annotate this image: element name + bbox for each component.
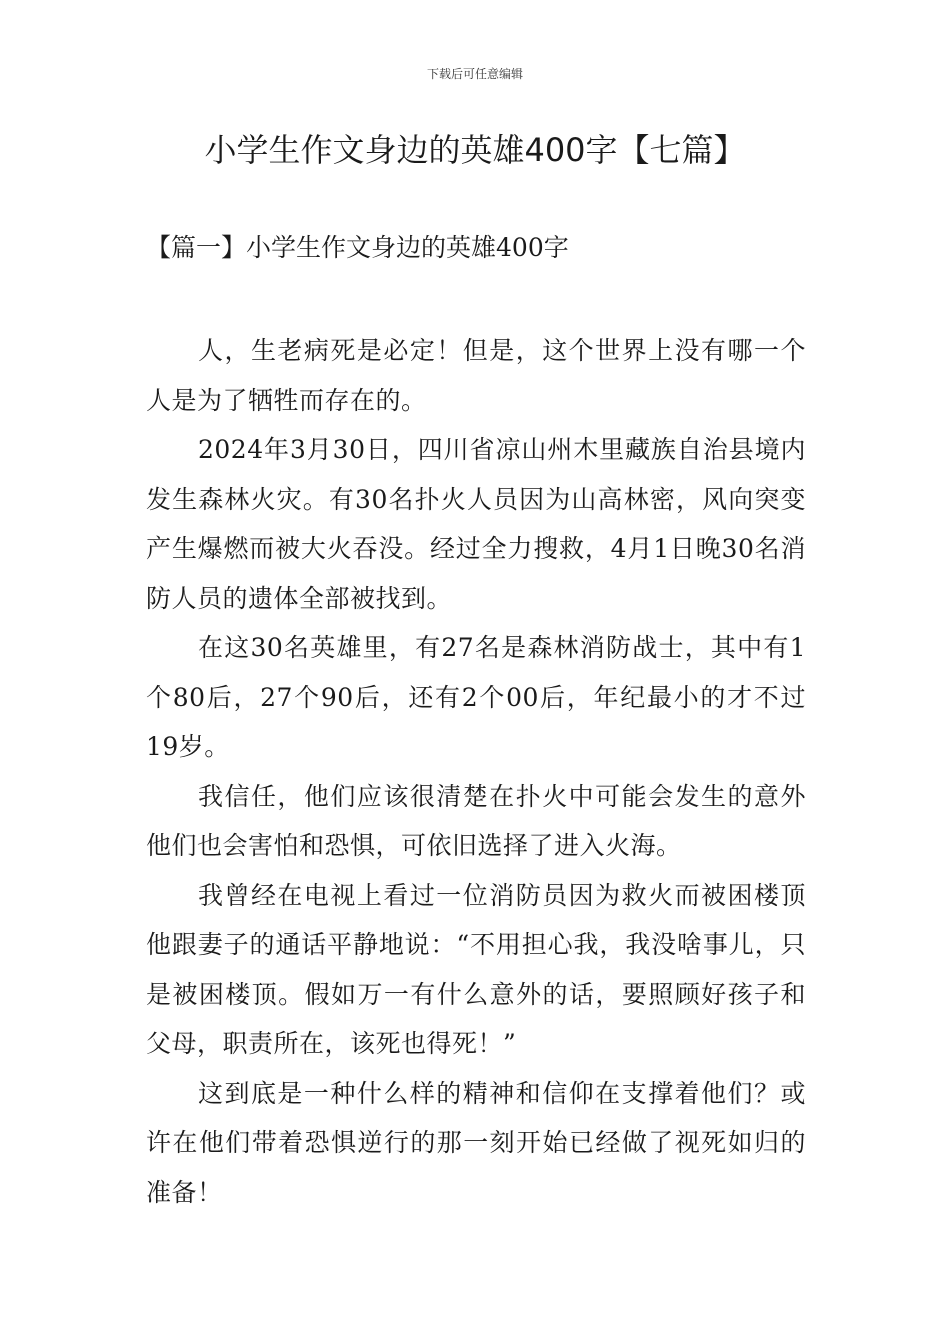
- paragraph: 我曾经在电视上看过一位消防员因为救火而被困楼顶他跟妻子的通话平静地说：“不用担心我，我没啥事儿，只是被困楼顶。假如万一有什么意外的话，要照顾好孩子和父母，职责所在，该死也得死！”: [146, 880, 806, 1058]
- paragraph: 人，生老病死是必定！但是，这个世界上没有哪一个人是为了牺牲而存在的。: [146, 336, 806, 415]
- paragraph: 我信任，他们应该很清楚在扑火中可能会发生的意外他们也会害怕和恐惧，可依旧选择了进入火海。: [146, 781, 806, 860]
- paragraph: 在这30名英雄里，有27名是森林消防战士，其中有1个80后，27个90后，还有2个00后，年纪最小的才不过19岁。: [146, 633, 806, 761]
- document-title: 小学生作文身边的英雄400字【七篇】: [204, 131, 746, 169]
- header-note: 下载后可任意编辑: [426, 67, 523, 81]
- article-body: [146, 326, 806, 1217]
- paragraph: 2024年3月30日，四川省凉山州木里藏族自治县境内发生森林火灾。有30名扑火人员因为山高林密，风向突变产生爆燃而被大火吞没。经过全力搜救，4月1日晚30名消防人员的遗体全部被找到。: [146, 435, 806, 613]
- paragraph: 这到底是一种什么样的精神和信仰在支撑着他们？或许在他们带着恐惧逆行的那一刻开始已经做了视死如归的准备！: [146, 1078, 806, 1207]
- section-heading: 【篇一】小学生作文身边的英雄400字: [146, 233, 569, 262]
